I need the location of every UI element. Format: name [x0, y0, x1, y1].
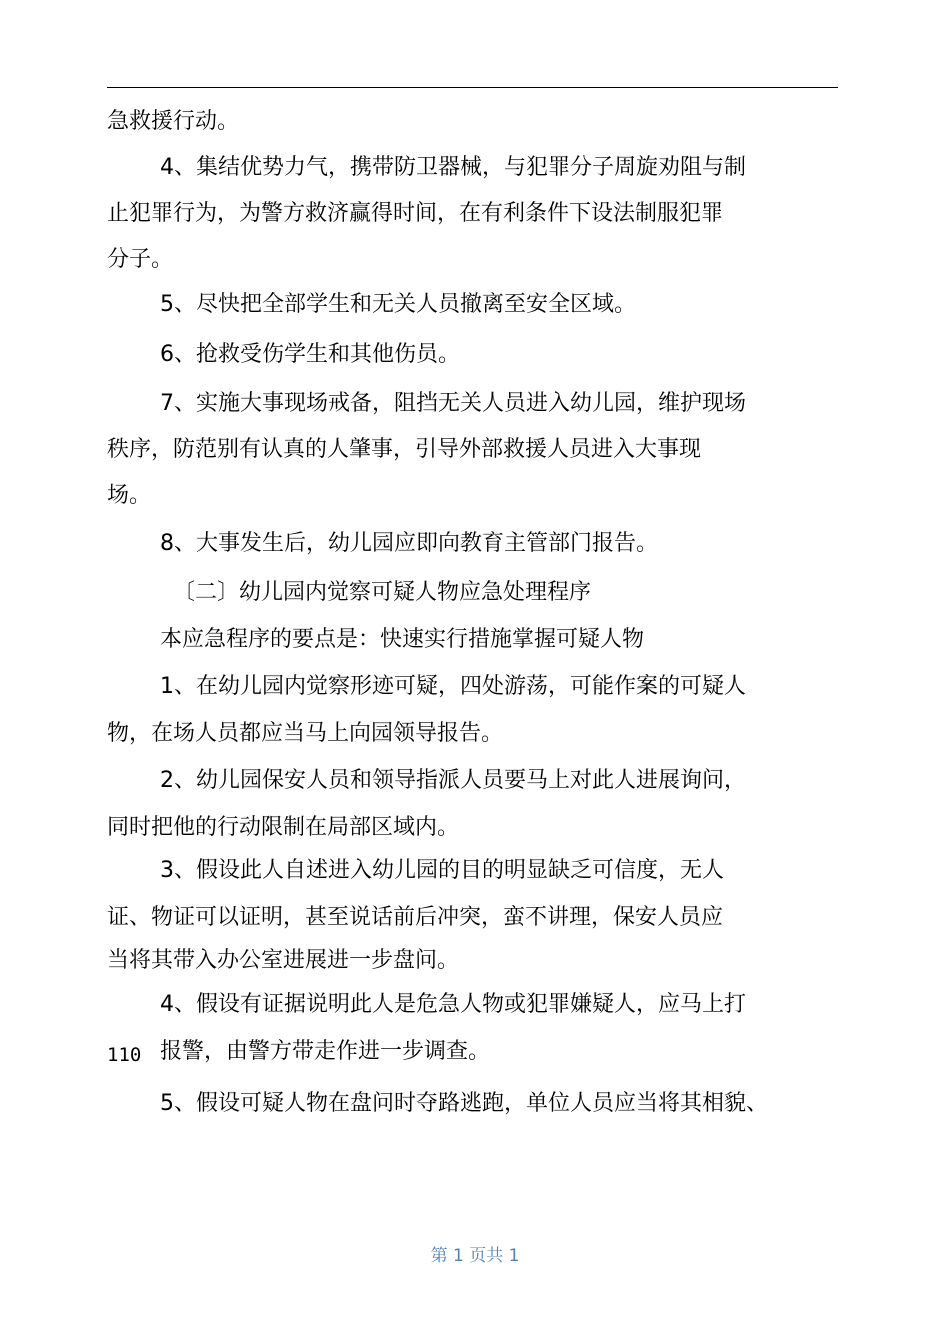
paragraph-line: 物，在场人员都应当马上向园领导报告。 — [107, 721, 504, 746]
header-rule — [107, 87, 838, 88]
paragraph-line: 当将其带入办公室进展进一步盘问。 — [107, 948, 460, 973]
paragraph-line: 6、抢救受伤学生和其他伤员。 — [160, 342, 460, 367]
paragraph-line: 5、假设可疑人物在盘问时夺路逃跑，单位人员应当将其相貌、 — [160, 1091, 768, 1116]
paragraph-line: 7、实施大事现场戒备，阻挡无关人员进入幼儿园，维护现场 — [160, 391, 746, 416]
paragraph-line: 分子。 — [107, 247, 174, 272]
paragraph-line: 5、尽快把全部学生和无关人员撤离至安全区域。 — [160, 292, 636, 317]
paragraph-line: 秩序，防范别有认真的人肇事，引导外部救援人员进入大事现 — [107, 437, 702, 462]
paragraph-line: 4、假设有证据说明此人是危急人物或犯罪嫌疑人，应马上打 — [160, 992, 746, 1017]
paragraph-line: 急救援行动。 — [107, 109, 240, 134]
paragraph-line: 4、集结优势力气，携带防卫器械，与犯罪分子周旋劝阻与制 — [160, 155, 746, 180]
paragraph-line: 本应急程序的要点是：快速实行措施掌握可疑人物 — [160, 627, 645, 652]
paragraph-line: 止犯罪行为，为警方救济赢得时间，在有利条件下设法制服犯罪 — [107, 201, 724, 226]
paragraph-line: 报警，由警方带走作进一步调查。 — [160, 1039, 491, 1064]
paragraph-line: 3、假设此人自述进入幼儿园的目的明显缺乏可信度，无人 — [160, 858, 724, 883]
paragraph-line: 证、物证可以证明，甚至说话前后冲突，蛮不讲理，保安人员应 — [107, 905, 724, 930]
paragraph-line: 场。 — [107, 483, 152, 508]
paragraph-line: 8、大事发生后，幼儿园应即向教育主管部门报告。 — [160, 531, 658, 556]
paragraph-line: 同时把他的行动限制在局部区域内。 — [107, 815, 460, 840]
phone-number: 110 — [107, 1044, 142, 1066]
paragraph-line: 1、在幼儿园内觉察形迹可疑，四处游荡，可能作案的可疑人 — [160, 674, 746, 699]
page-number: 第 1 页共 1 — [430, 1246, 520, 1266]
section-heading: 〔二〕幼儿园内觉察可疑人物应急处理程序 — [173, 580, 592, 605]
paragraph-line: 2、幼儿园保安人员和领导指派人员要马上对此人进展询问， — [160, 768, 746, 793]
